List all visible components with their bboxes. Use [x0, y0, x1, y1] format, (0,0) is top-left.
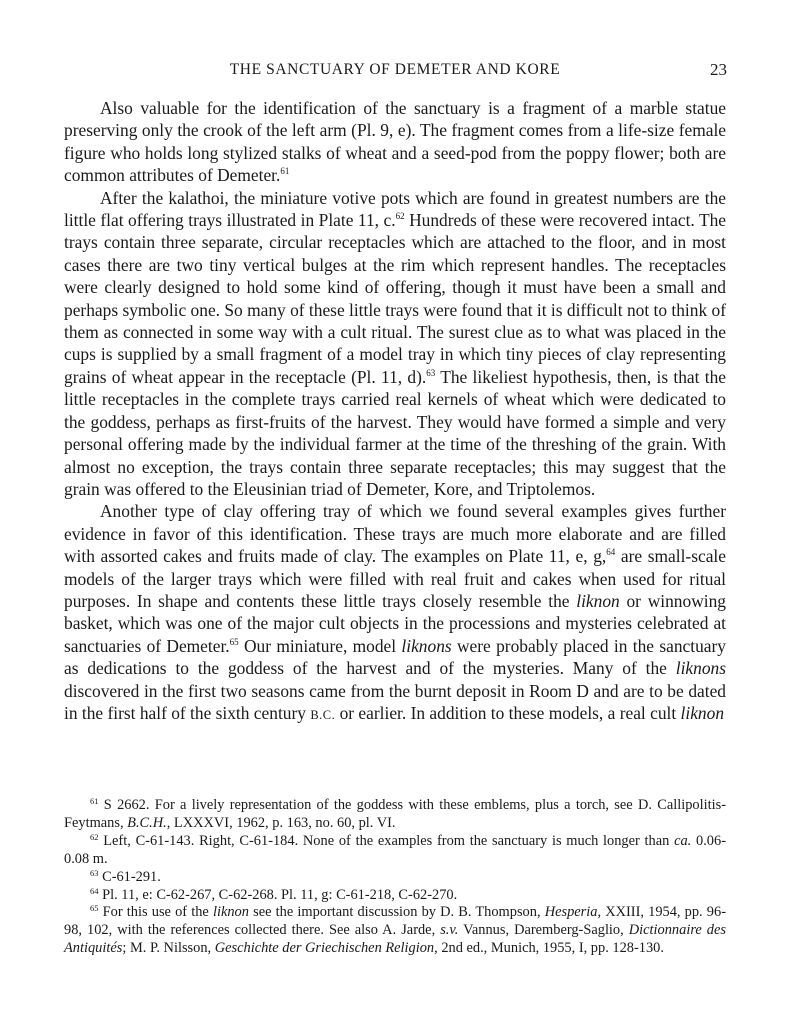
- paragraph-text: or winnowing basket, which was one of the major cult objects in the processions and mysteries celebrated at sanctuaries of Demeter.: [64, 590, 726, 656]
- paragraph-text: Also valuable for the identification of the sanctuary is a fragment of a marble statue preserving only the crook of the left arm (Pl. 9, e). The fragment comes from a life-size female figure who holds long stylized stalks of wheat and a seed-pod from the poppy flower; both are common attributes of Demeter.: [64, 98, 726, 186]
- footnote-text: ; M. P. Nilsson,: [122, 940, 215, 957]
- footnote-text: S 2662. For a lively representation of the goddess with these emblems, plus a torch, see D. Callipolitis-Feytmans,: [64, 797, 726, 831]
- footnote-64: [64, 887, 726, 905]
- footnote-ref-64: 64: [606, 547, 616, 558]
- paragraph-offering-trays: [64, 187, 726, 501]
- footnote-italic: Geschichte der Griechischen Religion: [214, 940, 435, 957]
- small-caps-era: B.C.: [310, 707, 336, 722]
- footnote-number: 61: [90, 796, 99, 806]
- footnote-italic: Hesperia: [544, 904, 598, 921]
- footnote-italic: Dictionnaire des Antiquités: [64, 922, 726, 957]
- footnote-63: [64, 869, 726, 887]
- footnote-61: [64, 797, 726, 833]
- footnote-text: , 2nd ed., Munich, 1955, I, pp. 128-130.: [434, 940, 664, 957]
- italic-term: liknon: [680, 702, 725, 723]
- footnote-text: , XXIII, 1954, pp. 96-98, 102, with the references collected there. See also A. Jarde,: [64, 904, 726, 939]
- footnote-text: C-61-291.: [98, 868, 161, 885]
- footnote-65: [64, 904, 726, 958]
- footnote-text: 0.06-0.08 m.: [64, 832, 726, 867]
- footnote-text: Pl. 11, e: C-62-267, C-62-268. Pl. 11, g: C-61-218, C-62-270.: [98, 886, 458, 903]
- paragraph-marble-statue: [64, 97, 726, 187]
- running-head: [60, 61, 730, 83]
- paragraph-text: are small-scale models of the larger trays which were filled with real fruit and cakes when used for ritual purposes. In shape and contents these little trays closely resemble the: [64, 546, 726, 611]
- paragraph-liknon: [64, 500, 726, 726]
- footnote-ref-63: 63: [426, 367, 436, 378]
- footnote-number: 62: [90, 831, 99, 842]
- paragraph-text: discovered in the first two seasons came from the burnt deposit in Room D and are to be dated in the first half of the sixth century: [64, 680, 726, 723]
- footnote-62: [64, 833, 726, 869]
- paragraph-text: After the kalathoi, the miniature votive pots which are found in greatest numbers are the little flat offering trays illustrated in Plate 11, c.: [64, 187, 726, 231]
- footnote-italic: liknon: [212, 904, 249, 921]
- paragraph-text: were probably placed in the sanctuary as dedications to the goddess of the harvest and of the mysteries. Many of the: [64, 635, 726, 679]
- footnote-number: 64: [90, 885, 99, 896]
- footnote-italic: s.v.: [440, 922, 459, 939]
- paragraph-text: Our miniature, model: [238, 635, 402, 656]
- running-title: THE SANCTUARY OF DEMETER AND KORE: [229, 61, 561, 78]
- footnote-text: Left, C-61-143. Right, C-61-184. None of the examples from the sanctuary is much longer than: [98, 832, 675, 849]
- paragraph-text: The likeliest hypothesis, then, is that the little receptacles in the complete trays carried real kernels of wheat which were dedicated to the goddess, perhaps as first-fruits of the harvest. They would have formed a simple and very personal offering made by the individual farmer at the time of the threshing of the grain. With almost no exception, the trays contain three separate receptacles; this may suggest that the grain was offered to the Eleusinian triad of Demeter, Kore, and Triptolemos.: [64, 366, 726, 499]
- footnote-text: For this use of the: [98, 904, 213, 921]
- footnote-ref-62: 62: [395, 211, 405, 222]
- italic-term: liknon: [576, 590, 620, 611]
- footnote-number: 63: [90, 867, 99, 878]
- footnote-ref-65: 65: [229, 636, 239, 647]
- italic-term: liknons: [675, 658, 726, 679]
- footnote-italic: B.C.H.: [127, 814, 167, 831]
- footnotes: [64, 797, 726, 958]
- footnote-italic: ca.: [674, 832, 692, 849]
- paragraph-text: Hundreds of these were recovered intact. The trays contain three separate, circular receptacles which are attached to the floor, and in most cases there are two tiny vertical bulges at the rim which represent handles. The receptacles were clearly designed to hold some kind of offering, though it must have been a small and perhaps symbolic one. So many of these little trays were found that it is difficult not to think of them as connected in some way with a cult ritual. The surest clue as to what was placed in the cups is supplied by a small fragment of a model tray in which tiny pieces of clay representing grains of wheat appear in the receptacle (Pl. 11, d).: [64, 210, 726, 387]
- footnote-text: see the important discussion by D. B. Thompson,: [248, 904, 545, 921]
- footnote-ref-61: 61: [280, 166, 290, 177]
- footnote-number: 65: [90, 903, 99, 914]
- italic-term: liknons: [401, 635, 452, 656]
- footnote-text: Vannus, Daremberg-Saglio,: [458, 922, 629, 939]
- body-text: [64, 97, 726, 726]
- page-number: 23: [710, 60, 727, 79]
- paragraph-text: or earlier. In addition to these models, a real cult: [335, 702, 681, 723]
- paragraph-text: Another type of clay offering tray of which we found several examples gives further evidence in favor of this identification. These trays are much more elaborate and are filled with assorted cakes and fruits made of clay. The examples on Plate 11, e, g,: [64, 501, 726, 567]
- footnote-text: , LXXXVI, 1962, p. 163, no. 60, pl. VI.: [166, 814, 396, 831]
